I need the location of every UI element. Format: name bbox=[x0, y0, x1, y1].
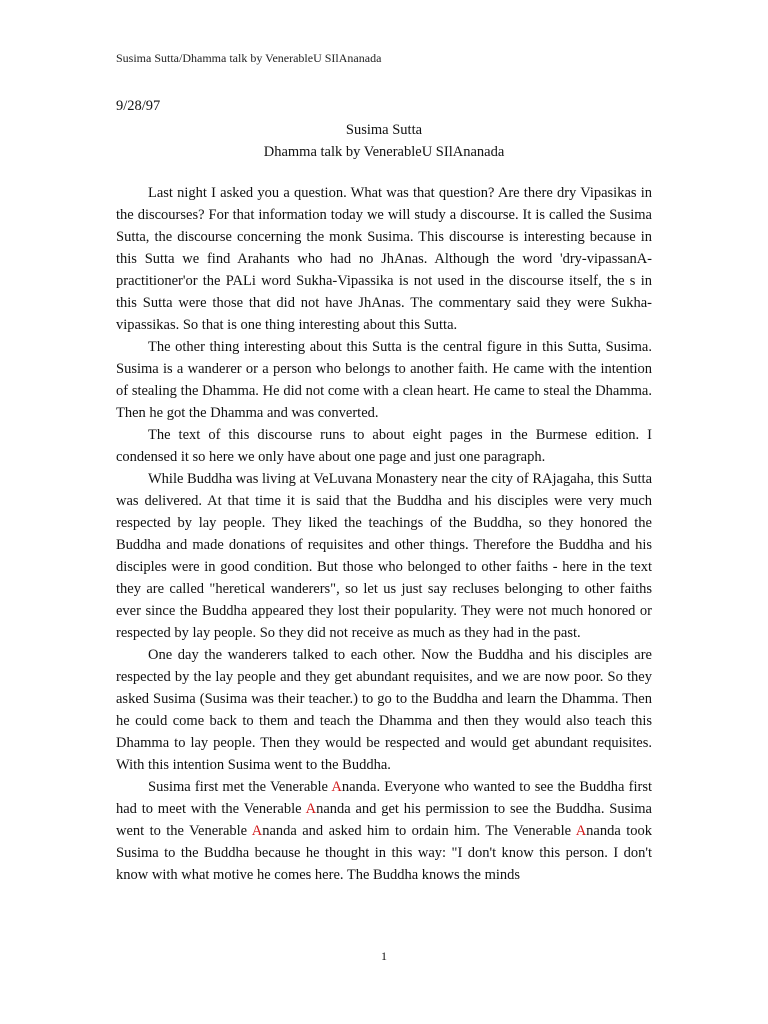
highlighted-letter: A bbox=[575, 823, 587, 839]
running-header: Susima Sutta/Dhamma talk by VenerableU SIlAnanada bbox=[116, 51, 382, 65]
paragraph-1: Last night I asked you a question. What was that question? Are there dry Vipasikas in the discourses? For that information today we will study a discourse. It is called the Susima Sutta, the discourse concerning the monk Susima. This discourse is interesting because in this Sutta we find Arahants who had no JhAnas. Although the word 'dry-vipassanA-practitioner'or the PALi word Sukha-Vipassika is not used in the discourse itself, the s in this Sutta were those that did not have JhAnas. The commentary said they were Sukha-vipassikas. So that is one thing interesting about this Sutta. bbox=[116, 185, 652, 333]
paragraph-6-text: nanda and get his permission to see the Buddha. Susima went to the Venerable bbox=[116, 801, 652, 839]
document-title: Susima Sutta bbox=[345, 122, 423, 138]
paragraph-2: The other thing interesting about this Sutta is the central figure in this Sutta, Susima. Susima is a wanderer or a person who belongs to another faith. He came with the intention of stealing the Dhamma. He did not come with a clean heart. He came to steal the Dhamma. Then he got the Dhamma and was converted. bbox=[116, 339, 652, 421]
paragraph-6-text: nanda and asked him to ordain him. The Venerable bbox=[262, 823, 576, 839]
paragraph-6 bbox=[116, 776, 652, 886]
paragraph-4: While Buddha was living at VeLuvana Monastery near the city of RAjagaha, this Sutta was delivered. At that time it is said that the Buddha and his disciples were very much respected by lay people. They liked the teachings of the Buddha, so they honored the Buddha and made donations of requisites and other things. Therefore the Buddha and his disciples were in good condition. But those who belonged to other faiths - here in the text they are called "heretical wanderers", so let us just say recluses belonging to other faiths ever since the Buddha appeared they lost their popularity. They were not much honored or respected by lay people. So they did not receive as much as they had in the past. bbox=[116, 471, 652, 641]
title-block bbox=[116, 119, 652, 163]
highlighted-letter: A bbox=[251, 823, 263, 839]
document-date: 9/28/97 bbox=[116, 98, 161, 114]
page-number: 1 bbox=[381, 949, 387, 963]
paragraph-3: The text of this discourse runs to about eight pages in the Burmese edition. I condensed it so here we only have about one page and just one paragraph. bbox=[116, 427, 652, 465]
document-subtitle: Dhamma talk by VenerableU SIlAnanada bbox=[263, 144, 505, 160]
paragraph-5: One day the wanderers talked to each other. Now the Buddha and his disciples are respected by the lay people and they get abundant requisites, and we are now poor. So they asked Susima (Susima was their teacher.) to go to the Buddha and learn the Dhamma. Then he could come back to them and teach the Dhamma and then they would also teach this Dhamma to lay people. Then they would be respected and would get abundant requisites. With this intention Susima went to the Buddha. bbox=[116, 647, 652, 773]
paragraph-6-text: Susima first met the Venerable bbox=[148, 779, 332, 795]
paragraph-6-text: nanda. Everyone who wanted to see the Buddha first had to meet with the Venerable bbox=[116, 779, 652, 817]
body-text bbox=[116, 182, 652, 886]
paragraph-6-text: nanda took Susima to the Buddha because he thought in this way: "I don't know this person. I don't know with what motive he comes here. The Buddha knows the minds bbox=[116, 823, 652, 883]
highlighted-letter: A bbox=[331, 779, 342, 795]
highlighted-letter: A bbox=[305, 801, 317, 817]
